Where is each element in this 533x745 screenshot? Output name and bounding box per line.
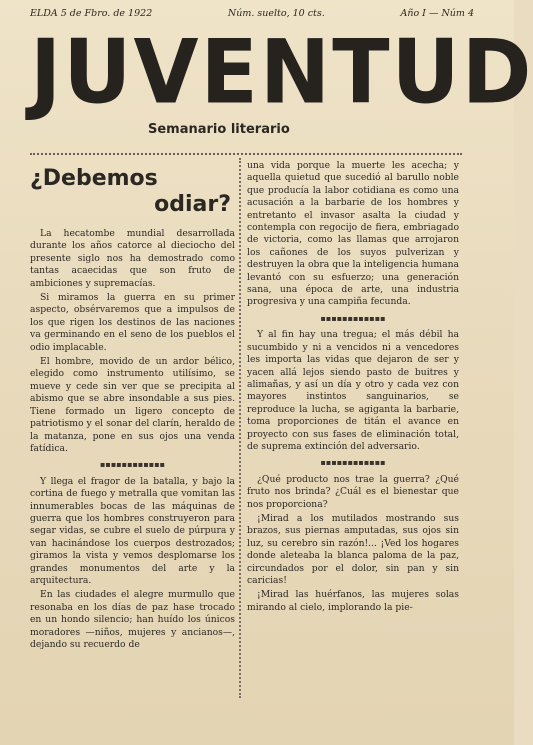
column-divider xyxy=(239,158,241,698)
section-separator: ▪▪▪▪▪▪▪▪▪▪▪▪ xyxy=(320,313,386,323)
paragraph: Si miramos la guerra en su primer aspecto, obsérvaremos que a impulsos de los que rigen los destinos de las naciones va germinando en el seno de los pueblos el odio implacable. xyxy=(30,292,235,353)
masthead-letter: D xyxy=(461,20,533,124)
masthead-letter: V xyxy=(133,20,201,124)
right-column xyxy=(247,160,459,745)
paragraph: Y al fin hay una tregua; el más débil ha sucumbido y ni a vencidos ni a vencedores les importa las vidas que dejaron de ser y yacen allá lejos siendo pasto de buitres y alimañas, y así un día y otro y cada vez con mayores instintos sanguinarios, se reproduce la lucha, se agiganta la barbarie, toma proporciones de titán el avance en proyecto con sus fases de eliminación total, de suprema extinción del adversario. xyxy=(247,329,459,452)
article-headline xyxy=(30,166,235,218)
issue-number: Año I — Núm 4 xyxy=(400,8,474,19)
masthead-letter: T xyxy=(332,20,392,124)
paragraph: Y llega el fragor de la batalla, y bajo la cortina de fuego y metralla que vomitan las innumerables bocas de las máquinas de guerra que los hombres construyeron para segar vidas, se cubre el suelo de púrpura y van hacinándose los cuerpos destrozados; giramos la vista y vemos desplomarse los grandes monumentos del arte y la arquitectura. xyxy=(30,475,235,586)
left-column xyxy=(30,160,235,745)
headline-line-2: odiar? xyxy=(154,192,231,217)
paragraph: ¡Mirad a los mutilados mostrando sus brazos, sus piernas amputadas, sus ojos sin luz, su cerebro sin razón!... ¡Ved los hogares donde aleteaba la blanca paloma de la paz, circundados por el dolor, sin pan y sin caricias! xyxy=(247,512,459,586)
section-separator: ▪▪▪▪▪▪▪▪▪▪▪▪ xyxy=(320,458,386,468)
header-line xyxy=(30,8,474,19)
headline-line-1: ¿Debemos xyxy=(30,166,158,191)
masthead-letter: U xyxy=(63,20,134,124)
paragraph: una vida porque la muerte les acecha; y aquella quietud que sucedió al barullo noble que producía la labor cotidiana es como una acusación a la barbarie de los hombres y entretanto el invasor asalta la ciudad y contempla con regocijo de fiera, embriagado de victoria, como las llamas que arrojaron los cañones de los suyos pulverizan y destruyen la obra que la inteligencia humana levantó con su esfuerzo; una generación sana, una época de arte, una industria progresiva y una campiña fecunda. xyxy=(247,160,459,308)
masthead-letter: N xyxy=(259,20,333,124)
paragraph: ¿Qué producto nos trae la guerra? ¿Qué fruto nos brinda? ¿Cuál es el bienestar que nos proporciona? xyxy=(247,473,459,510)
masthead-letter: U xyxy=(391,20,462,124)
header-rule xyxy=(30,153,462,155)
masthead-title xyxy=(30,20,533,125)
masthead-subtitle: Semanario literario xyxy=(148,122,290,137)
section-separator: ▪▪▪▪▪▪▪▪▪▪▪▪ xyxy=(99,460,166,470)
place-date: ELDA 5 de Fbro. de 1922 xyxy=(30,8,153,19)
paragraph: En las ciudades el alegre murmullo que resonaba en los días de paz hase trocado en un hondo silencio; han huído los únicos moradores —niños, mujeres y ancianos—, dejando su recuerdo de xyxy=(30,589,235,650)
paragraph: La hecatombe mundial desarrollada durante los años catorce al dieciocho del presente siglo nos ha demostrado como tantas acaecidas que son fruto de ambiciones y supremacías. xyxy=(30,228,235,289)
masthead-letter: E xyxy=(200,20,260,124)
price: Núm. suelto, 10 cts. xyxy=(227,8,325,19)
paragraph: ¡Mirad las huérfanos, las mujeres solas mirando al cielo, implorando la pie- xyxy=(247,589,459,613)
masthead-letter: J xyxy=(30,20,64,124)
paragraph: El hombre, movido de un ardor bélico, elegido como instrumento utilísimo, se mueve y cede sin ver que se precipita al abismo que se abre insondable a sus pies. Tiene formado un ligero concepto de patriotismo y el sonar del clarín, heraldo de la matanza, pone en sus ojos una venda fatídica. xyxy=(30,356,235,454)
